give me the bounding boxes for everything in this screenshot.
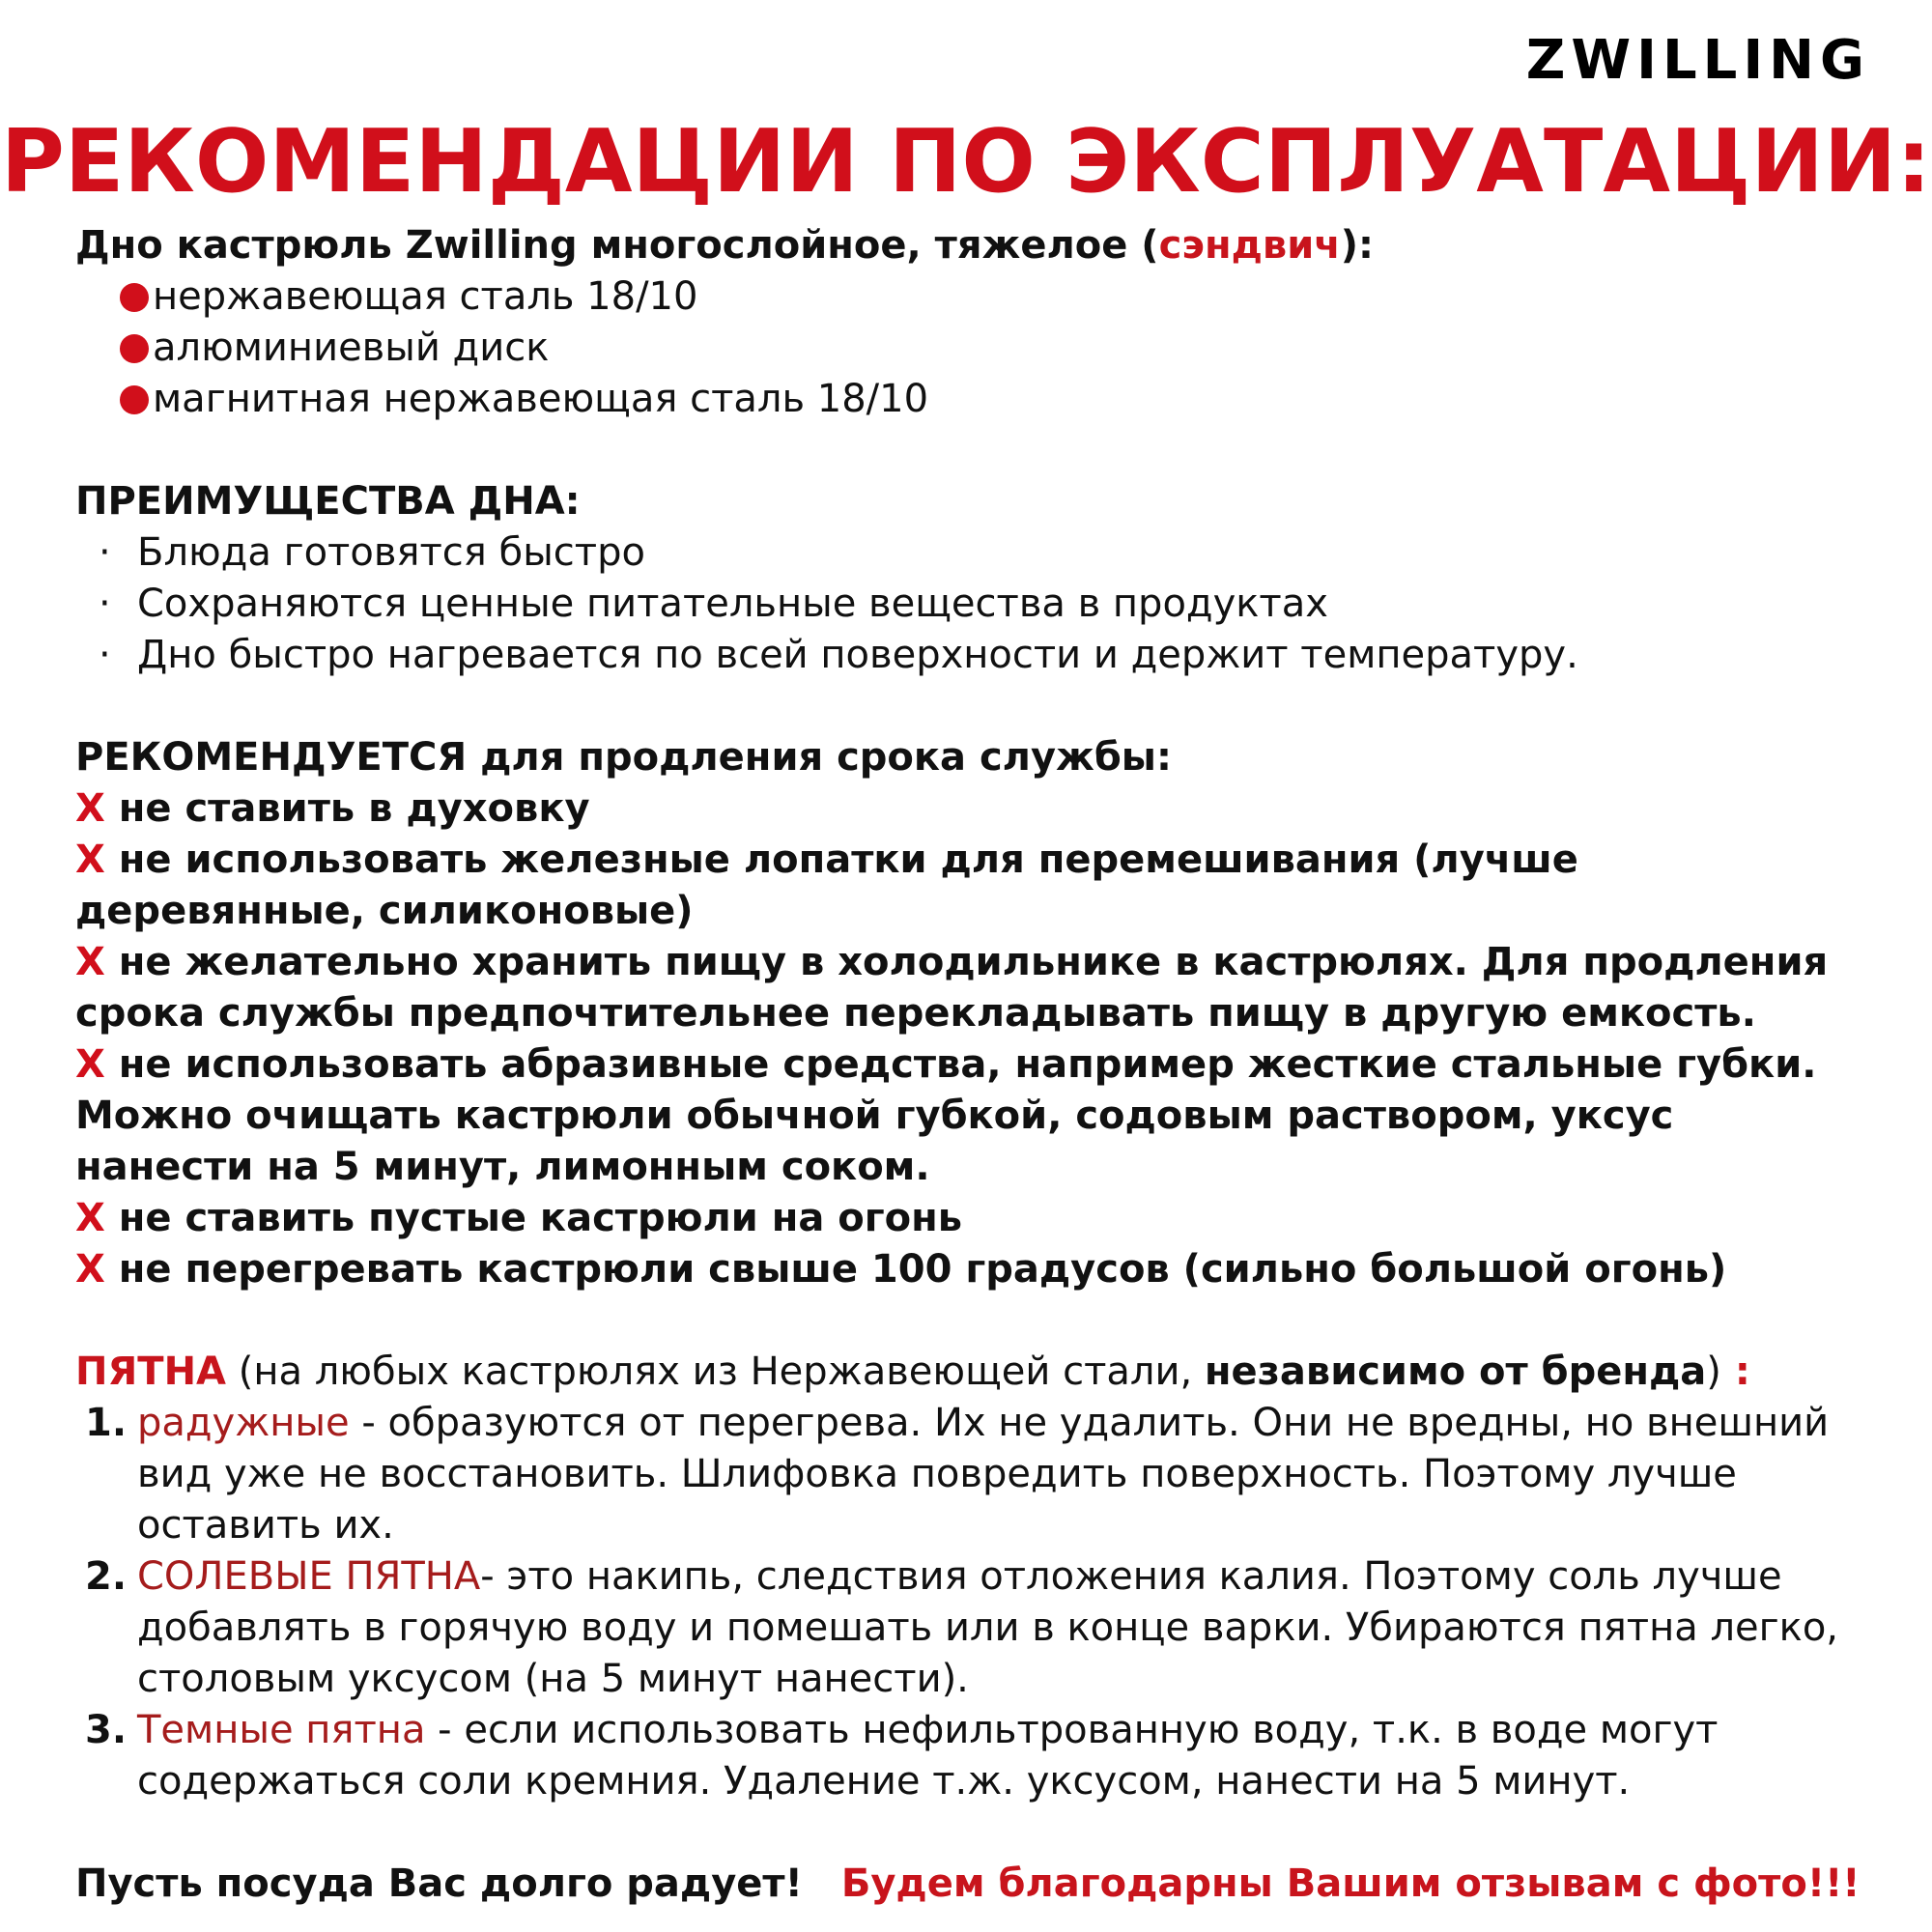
advantage-item <box>75 630 1862 681</box>
brand-logo: ZWILLING <box>1525 29 1870 92</box>
stain-text: - образуются от перегрева. Их не удалить. Они не вредны, но внешний вид уже не восстановить. Шлифовка повредить поверхность. Поэтому лучше оставить их. <box>137 1401 1830 1548</box>
recommendation-item <box>75 1039 1862 1193</box>
stains-heading-label: ПЯТНА <box>75 1350 226 1394</box>
cross-icon: Х <box>75 1247 105 1292</box>
recommended-heading <box>75 732 1862 783</box>
recommendation-item <box>75 1193 1862 1244</box>
cross-icon: Х <box>75 1042 105 1087</box>
advantages-heading: ПРЕИМУЩЕСТВА ДНА: <box>75 479 581 524</box>
recommendation-text: не желательно хранить пищу в холодильнике в кастрюлях. Для продления срока службы предпочтительнее перекладывать пищу в другую емкость. <box>75 940 1829 1036</box>
stain-number: 3. <box>85 1708 128 1752</box>
bottom-intro <box>75 220 1862 271</box>
bottom-intro-prefix: Дно кастрюль Zwilling многослойное, тяжелое ( <box>75 223 1159 268</box>
cross-icon: Х <box>75 1196 105 1240</box>
stain-number: 2. <box>85 1554 128 1599</box>
stains-subtitle-suffix: ) <box>1706 1350 1721 1394</box>
advantage-item <box>75 579 1862 630</box>
recommendation-text: не ставить пустые кастрюли на огонь <box>118 1196 963 1240</box>
cross-icon: Х <box>75 940 105 984</box>
recommendation-item <box>75 783 1862 835</box>
advantage-label: Дно быстро нагревается по всей поверхности и держит температуру. <box>137 633 1578 677</box>
recommendation-text: не использовать железные лопатки для перемешивания (лучше деревянные, силиконовые) <box>75 838 1578 933</box>
stain-text: - если использовать нефильтрованную воду, т.к. в воде могут содержаться соли кремния. Удаление т.ж. уксусом, нанести на 5 минут. <box>137 1708 1719 1804</box>
recommendation-item <box>75 1244 1862 1295</box>
layer-item <box>75 323 1862 374</box>
stains-subtitle-prefix: (на любых кастрюлях из Нержавеющей стали, <box>226 1350 1205 1394</box>
advantage-label: Сохраняются ценные питательные вещества в продуктах <box>137 582 1328 626</box>
stain-text: - это накипь, следствия отложения калия. Поэтому соль лучше добавлять в горячую воду и помешать или в конце варки. Убираются пятна легко, столовым уксусом (на 5 минут нанести). <box>137 1554 1839 1701</box>
stains-subtitle-colon: : <box>1720 1350 1750 1394</box>
red-dot-icon <box>120 334 149 363</box>
layer-item <box>75 271 1862 323</box>
page-title: РЕКОМЕНДАЦИИ ПО ЭКСПЛУАТАЦИИ: <box>0 111 1932 213</box>
layer-label: магнитная нержавеющая сталь 18/10 <box>153 377 929 421</box>
bottom-intro-suffix: ): <box>1340 223 1375 268</box>
stain-item <box>75 1551 1862 1705</box>
stains-subtitle-bold: независимо от бренда <box>1204 1350 1707 1394</box>
advantage-item <box>75 527 1862 579</box>
stain-item <box>75 1398 1862 1551</box>
footer-wish: Пусть посуда Вас долго радует! <box>75 1861 803 1906</box>
footer-thanks: Будем благодарны Вашим отзывам с фото!!! <box>840 1861 1861 1906</box>
stain-name: радужные <box>137 1401 350 1445</box>
red-dot-icon <box>120 385 149 414</box>
bullet-icon: · <box>99 530 111 575</box>
stains-heading <box>75 1347 1862 1398</box>
stain-name: Темные пятна <box>137 1708 426 1752</box>
bullet-icon: · <box>99 582 111 626</box>
recommendation-text: не ставить в духовку <box>118 786 590 831</box>
recommended-heading-rest: для продления срока службы: <box>467 735 1172 780</box>
recommendation-item <box>75 835 1862 937</box>
layer-label: нержавеющая сталь 18/10 <box>153 274 698 319</box>
layer-label: алюминиевый диск <box>153 326 550 370</box>
red-dot-icon <box>120 283 149 312</box>
layer-item <box>75 374 1862 425</box>
stain-name: СОЛЕВЫЕ ПЯТНА <box>137 1554 481 1599</box>
recommendation-text: не перегревать кастрюли свыше 100 градусов (сильно большой огонь) <box>118 1247 1727 1292</box>
recommended-heading-caps: РЕКОМЕНДУЕТСЯ <box>75 735 468 780</box>
cross-icon: Х <box>75 838 105 882</box>
cross-icon: Х <box>75 786 105 831</box>
stain-number: 1. <box>85 1401 128 1445</box>
footer <box>75 1859 1862 1910</box>
stain-item <box>75 1705 1862 1807</box>
bottom-intro-highlight: сэндвич <box>1158 223 1341 268</box>
bullet-icon: · <box>99 633 111 677</box>
content <box>75 220 1862 1910</box>
recommendation-item <box>75 937 1862 1039</box>
advantage-label: Блюда готовятся быстро <box>137 530 645 575</box>
recommendation-text: не использовать абразивные средства, например жесткие стальные губки. Можно очищать кастрюли обычной губкой, содовым раствором, уксус нанести на 5 минут, лимонным соком. <box>75 1042 1817 1189</box>
